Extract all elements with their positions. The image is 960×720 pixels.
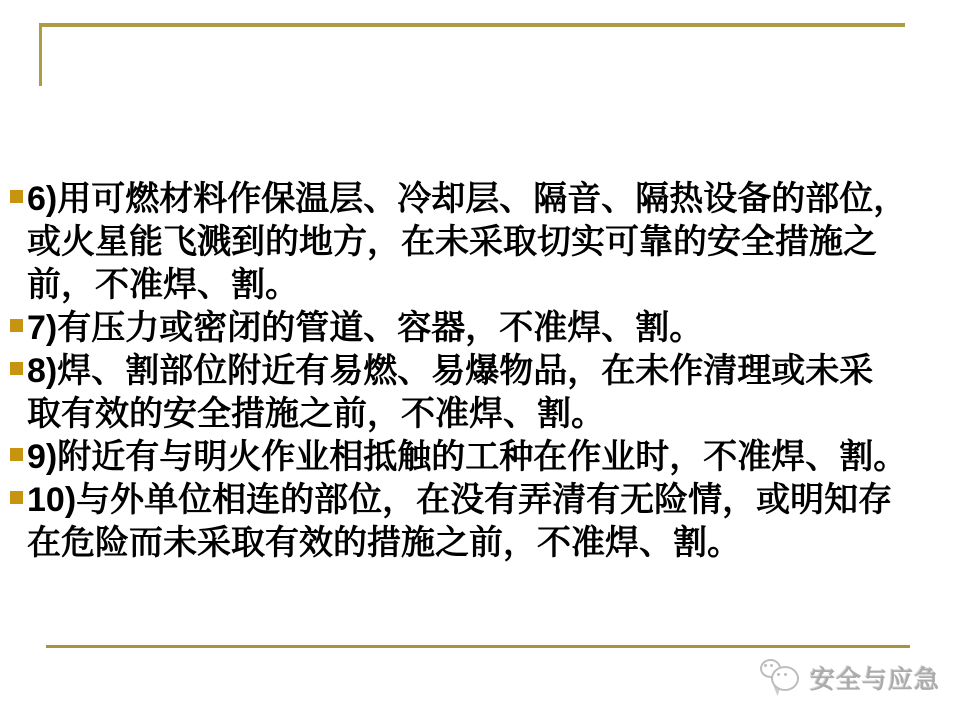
bullet-square-icon [10,190,23,203]
list-item-line: 8)焊、割部位附近有易燃、易爆物品，在未作清理或未采 [27,352,874,390]
list-item-line: 9)附近有与明火作业相抵触的工种在作业时，不准焊、割。 [27,438,908,476]
list-item-line: 10)与外单位相连的部位，在没有弄清有无险情，或明知存 [27,481,893,519]
list-item-line: 前，不准焊、割。 [27,267,299,304]
footer-logo [758,656,940,700]
list-item-line: 6)用可燃材料作保温层、冷却层、隔音、隔热设备的部位， [27,180,908,218]
list-item-line: 取有效的安全措施之前，不准焊、割。 [27,396,605,433]
list-item-line: 或火星能飞溅到的地方，在未采取切实可靠的安全措施之 [27,224,877,261]
item-number: 10) [27,481,77,519]
speech-bubbles-icon [758,657,804,699]
list-item [10,479,954,565]
list-item-line: 在危险而未采取有效的措施之前，不准焊、割。 [27,525,741,562]
item-number: 6) [27,180,58,218]
list-item [10,436,954,479]
list-item [10,350,954,436]
list-item-line: 7)有压力或密闭的管道、容器，不准焊、割。 [27,309,704,347]
item-number: 9) [27,438,58,476]
item-number: 8) [27,352,58,390]
bottom-gold-rule [46,645,910,648]
footer-logo-text: 安全与应急 [810,666,941,694]
bullet-square-icon [10,448,23,461]
bullet-square-icon [10,362,23,375]
bullet-list [10,178,954,565]
list-item [10,178,954,307]
top-gold-rule [39,23,905,27]
bullet-square-icon [10,319,23,332]
item-number: 7) [27,309,58,347]
list-item [10,307,954,350]
bullet-square-icon [10,491,23,504]
left-gold-rule [39,23,42,86]
